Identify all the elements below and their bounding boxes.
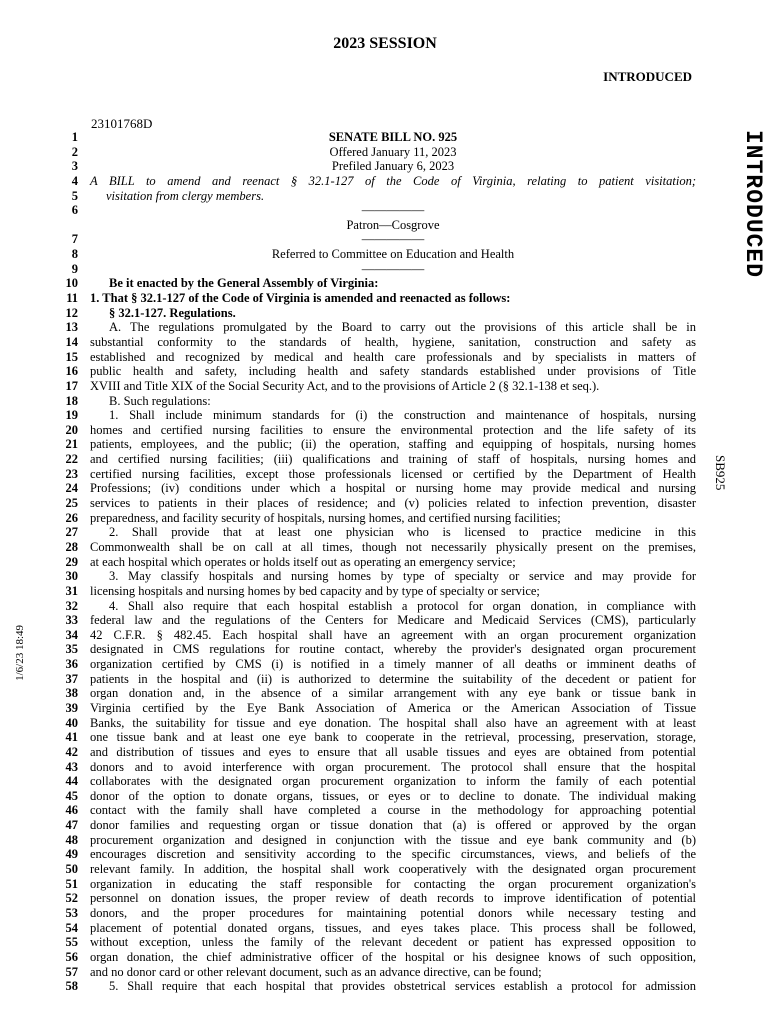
bill-text-line: donors, and the proper procedures for maintaining potential donors while necessary testing and [90,905,696,920]
bill-line [52,320,696,335]
bill-line [52,760,696,775]
bill-line [52,145,696,160]
line-number: 51 [65,876,78,891]
line-number: 54 [65,920,78,935]
bill-text-line: without exception, unless the family of the relevant decedent or patient has expressed opposition to [90,935,696,950]
bill-text-line: A. The regulations promulgated by the Board to carry out the provisions of this article shall be in [109,320,696,335]
bill-text-line: 2. Shall provide that at least one physician who is licensed to practice medicine in this [109,525,696,540]
line-number: 34 [65,627,78,642]
line-number: 22 [65,452,78,467]
document-id: 23101768D [91,116,153,131]
bill-text-line: 5. Shall require that each hospital that provides obstetrical services establish a protocol for admission [109,979,696,994]
line-number: 11 [66,291,78,306]
bill-text-line: placement of potential donated organs, tissues, and eyes takes place. This process shall be followed, [90,920,696,935]
line-number: 42 [65,744,78,759]
line-number: 45 [65,788,78,803]
bill-text-line: donor of the option to donate organs, tissues, or eyes or to decline to donate. The individual making [90,788,696,803]
line-number: 53 [65,905,78,920]
bill-line [52,159,696,174]
line-number: 44 [65,774,78,789]
bill-line [52,423,696,438]
bill-line [52,789,696,804]
line-number: 48 [65,832,78,847]
line-number: 17 [65,378,78,393]
bill-line [52,979,696,994]
line-number: 9 [71,261,78,276]
bill-text-line: homes and certified nursing facilities to ensure the environmental protection and the life safety of its [90,422,696,437]
line-number: 28 [65,539,78,554]
bill-line [52,818,696,833]
line-number: 5 [71,188,78,203]
bill-text-line: Commonwealth shall be on call at all times, though not necessarily physically present on the premises, [90,539,696,554]
bill-text-line: established and recognized by medical and health care professionals and by specialists in matters of [90,349,696,364]
line-number: 26 [65,510,78,525]
bill-line [52,891,696,906]
enacting-clause: Be it enacted by the General Assembly of Virginia: [109,276,379,291]
bill-text-line: Professions; (iv) conditions under which a hospital or nursing home may provide medical and nursing [90,481,696,496]
bill-text-line: collaborates with the designated organ procurement organization to inform the family of each potential [90,774,696,789]
line-number [52,218,78,233]
line-number: 31 [65,583,78,598]
bill-line [52,189,696,204]
bill-text-line: XVIII and Title XIX of the Social Security Act, and to the provisions of Article 2 (§ 32.1-138 et seq.). [90,378,600,393]
bill-text-line: certified nursing facilities, except those professionals licensed or certified by the Department of Health [90,466,696,481]
bill-line [52,906,696,921]
bill-line [52,642,696,657]
line-number: 12 [65,305,78,320]
bill-line [52,394,696,409]
bill-text-line: contact with the family shall have completed a course in the methodology for approaching potential [90,803,696,818]
line-number: 13 [65,320,78,335]
bill-line [52,335,696,350]
line-number: 41 [65,730,78,745]
bill-text-line: Banks, the suitability for tissue and eye donation. The hospital shall also have an agreement with at least [90,715,696,730]
bill-line [52,672,696,687]
bill-text-line: B. Such regulations: [109,393,211,408]
bill-text-line: and certified nursing facilities; (iii) qualifications and training of staff of hospitals, nursing homes and [90,452,696,467]
bill-text-line: organ donation, the chief administrative officer of the hospital or his designee knows of such opposition, [90,949,696,964]
bill-text-line: personnel on donation issues, the proper review of death records to improve identification of potential [90,891,696,906]
bill-text-line: organization in educating the staff responsible for contacting the organ procurement organization's [90,876,696,891]
line-number: 49 [65,847,78,862]
bill-line [52,569,696,584]
bill-text-line: preparedness, and facility security of hospitals, nursing homes, and certified nursing facilities; [90,510,561,525]
bill-text-line: 1. Shall include minimum standards for (i) the construction and maintenance of hospitals, nursing [109,408,696,423]
status-heading: INTRODUCED [603,69,692,84]
line-number: 8 [71,247,78,262]
bill-line [52,437,696,452]
line-number: 27 [65,525,78,540]
bill-line [52,467,696,482]
line-number: 20 [65,422,78,437]
bill-line [52,174,696,189]
bill-text-line: public health and safety, including health and safety standards established under provisions of Title [90,364,696,379]
line-number: 16 [65,364,78,379]
bill-line [52,379,696,394]
bill-line [52,511,696,526]
line-number: 4 [71,173,78,188]
margin-bill-code: SB925 [713,455,728,491]
line-number: 33 [65,613,78,628]
separator-rule: ————— [361,232,425,247]
bill-text-line: organ donation and, in the absence of a similar arrangement with any eye bank or tissue bank in [90,686,696,701]
offered-date: Offered January 11, 2023 [329,144,457,159]
bill-line [52,218,696,233]
bill-line [52,130,696,145]
line-number: 47 [65,818,78,833]
separator-rule: ————— [361,203,425,218]
bill-text-line: services to patients in their places of residence; and (v) policies related to infection prevention, disaster [90,496,696,511]
line-number: 7 [71,232,78,247]
bill-line [52,686,696,701]
amendment-clause: 1. That § 32.1-127 of the Code of Virginia is amended and reenacted as follows: [90,291,511,306]
bill-line [52,408,696,423]
bill-line [52,350,696,365]
bill-text-line: at each hospital which operates or holds itself out as operating an emergency service; [90,554,516,569]
bill-text-line: federal law and the regulations of the Centers for Medicare and Medicaid Services (CMS), particularly [90,613,696,628]
line-number: 1 [71,130,78,144]
bill-line [52,745,696,760]
bill-text-line: Virginia certified by the Eye Bank Association of America or the American Association of Tissue [90,700,696,715]
line-number: 36 [65,657,78,672]
bill-line [52,232,696,247]
bill-line [52,599,696,614]
line-number: 43 [65,759,78,774]
bill-line [52,247,696,262]
committee-referral: Referred to Committee on Education and Health [271,247,515,262]
bill-text-line: relevant family. In addition, the hospital shall work cooperatively with the designated organ procurement [90,862,696,877]
line-number: 46 [65,803,78,818]
bill-text-line: licensing hospitals and nursing homes by bed capacity and by type of specialty or service; [90,583,540,598]
bill-line [52,921,696,936]
line-number: 2 [71,144,78,159]
line-number: 52 [65,891,78,906]
line-number: 40 [65,715,78,730]
bill-line [52,306,696,321]
bill-line [52,613,696,628]
bill-line [52,203,696,218]
line-number: 19 [65,408,78,423]
bill-text-line: donors and to avoid interference with organ procurement. The protocol shall ensure that the hospital [90,759,696,774]
bill-line [52,803,696,818]
line-number: 39 [65,700,78,715]
bill-text-line: substantial conformity to the standards of health, hygiene, sanitation, construction and safety as [90,334,696,349]
bill-line [52,540,696,555]
bill-line [52,877,696,892]
line-number: 32 [65,598,78,613]
line-number: 29 [65,554,78,569]
bill-line [52,657,696,672]
bill-description: A BILL to amend and reenact § 32.1-127 of the Code of Virginia, relating to patient visitation; [90,173,696,188]
bill-text-line: 4. Shall also require that each hospital establish a protocol for organ donation, in compliance with [109,598,696,613]
bill-line [52,730,696,745]
bill-text-line: procurement organization and designed in conjunction with the tissue and eye bank community and (b) [90,832,696,847]
bill-line [52,364,696,379]
bill-line [52,862,696,877]
line-number: 37 [65,671,78,686]
bill-line [52,950,696,965]
bill-line [52,555,696,570]
line-number: 3 [71,159,78,174]
line-number: 21 [65,437,78,452]
bill-line [52,584,696,599]
bill-text-line: and no donor card or other relevant document, such as an advance directive, can be found; [90,964,542,979]
line-number: 18 [65,393,78,408]
patron-line: Patron––Cosgrove [346,217,440,232]
line-number: 55 [65,935,78,950]
line-number: 14 [65,334,78,349]
line-number: 50 [65,862,78,877]
bill-line [52,833,696,848]
line-number: 30 [65,569,78,584]
bill-line [52,452,696,467]
line-number: 35 [65,642,78,657]
bill-text-line: patients in the hospital and (ii) is authorized to determine the suitability of the decedent or patient for [90,671,696,686]
line-number: 6 [71,203,78,218]
line-number: 10 [65,276,78,291]
bill-line [52,935,696,950]
line-number: 57 [65,964,78,979]
bill-line [52,276,696,291]
bill-line [52,525,696,540]
bill-line [52,496,696,511]
bill-text-line: 42 C.F.R. § 482.45. Each hospital shall have an agreement with an organ procurement organization [90,627,696,642]
margin-stamp: INTRODUCED [740,130,766,279]
bill-text-line: designated in CMS regulations for routine contact, whereby the provider's designated organ procurement [90,642,696,657]
separator-rule: ————— [361,261,425,276]
line-number: 24 [65,481,78,496]
bill-line [52,847,696,862]
line-number: 58 [65,979,78,994]
line-number: 23 [65,466,78,481]
section-heading: § 32.1-127. Regulations. [109,305,236,320]
margin-date: 1/6/23 18:49 [14,625,26,681]
bill-text-line: patients, employees, and the public; (ii) the operation, staffing and equipping of hospitals, nursing homes [90,437,696,452]
line-number: 56 [65,949,78,964]
bill-text-line: and distribution of tissues and eyes to ensure that all usable tissues and eyes are obtained from potential [90,744,696,759]
bill-line [52,481,696,496]
prefiled-date: Prefiled January 6, 2023 [331,159,455,174]
bill-text-line: encourages discretion and sensitivity according to the specific circumstances, views, and beliefs of the [90,847,696,862]
session-heading: 2023 SESSION [333,35,437,52]
bill-line [52,965,696,980]
line-number: 15 [65,349,78,364]
bill-text-line: one tissue bank and at least one eye bank to cooperate in the retrieval, processing, preservation, storage, [90,730,696,745]
bill-line [52,291,696,306]
bill-line [52,716,696,731]
line-number: 25 [65,496,78,511]
bill-line [52,701,696,716]
bill-title: SENATE BILL NO. 925 [328,130,458,144]
bill-text-line: organization certified by CMS (i) is notified in a timely manner of all deaths or imminent deaths of [90,657,696,672]
bill-text-line: donor families and requesting organ or tissue donation that (a) is offered or approved by the organ [90,818,696,833]
bill-line [52,774,696,789]
line-number: 38 [65,686,78,701]
bill-line [52,628,696,643]
bill-text-line: 3. May classify hospitals and nursing homes by type of specialty or service and may provide for [109,569,696,584]
bill-line [52,262,696,277]
bill-text [52,130,696,994]
bill-description: visitation from clergy members. [106,188,265,203]
